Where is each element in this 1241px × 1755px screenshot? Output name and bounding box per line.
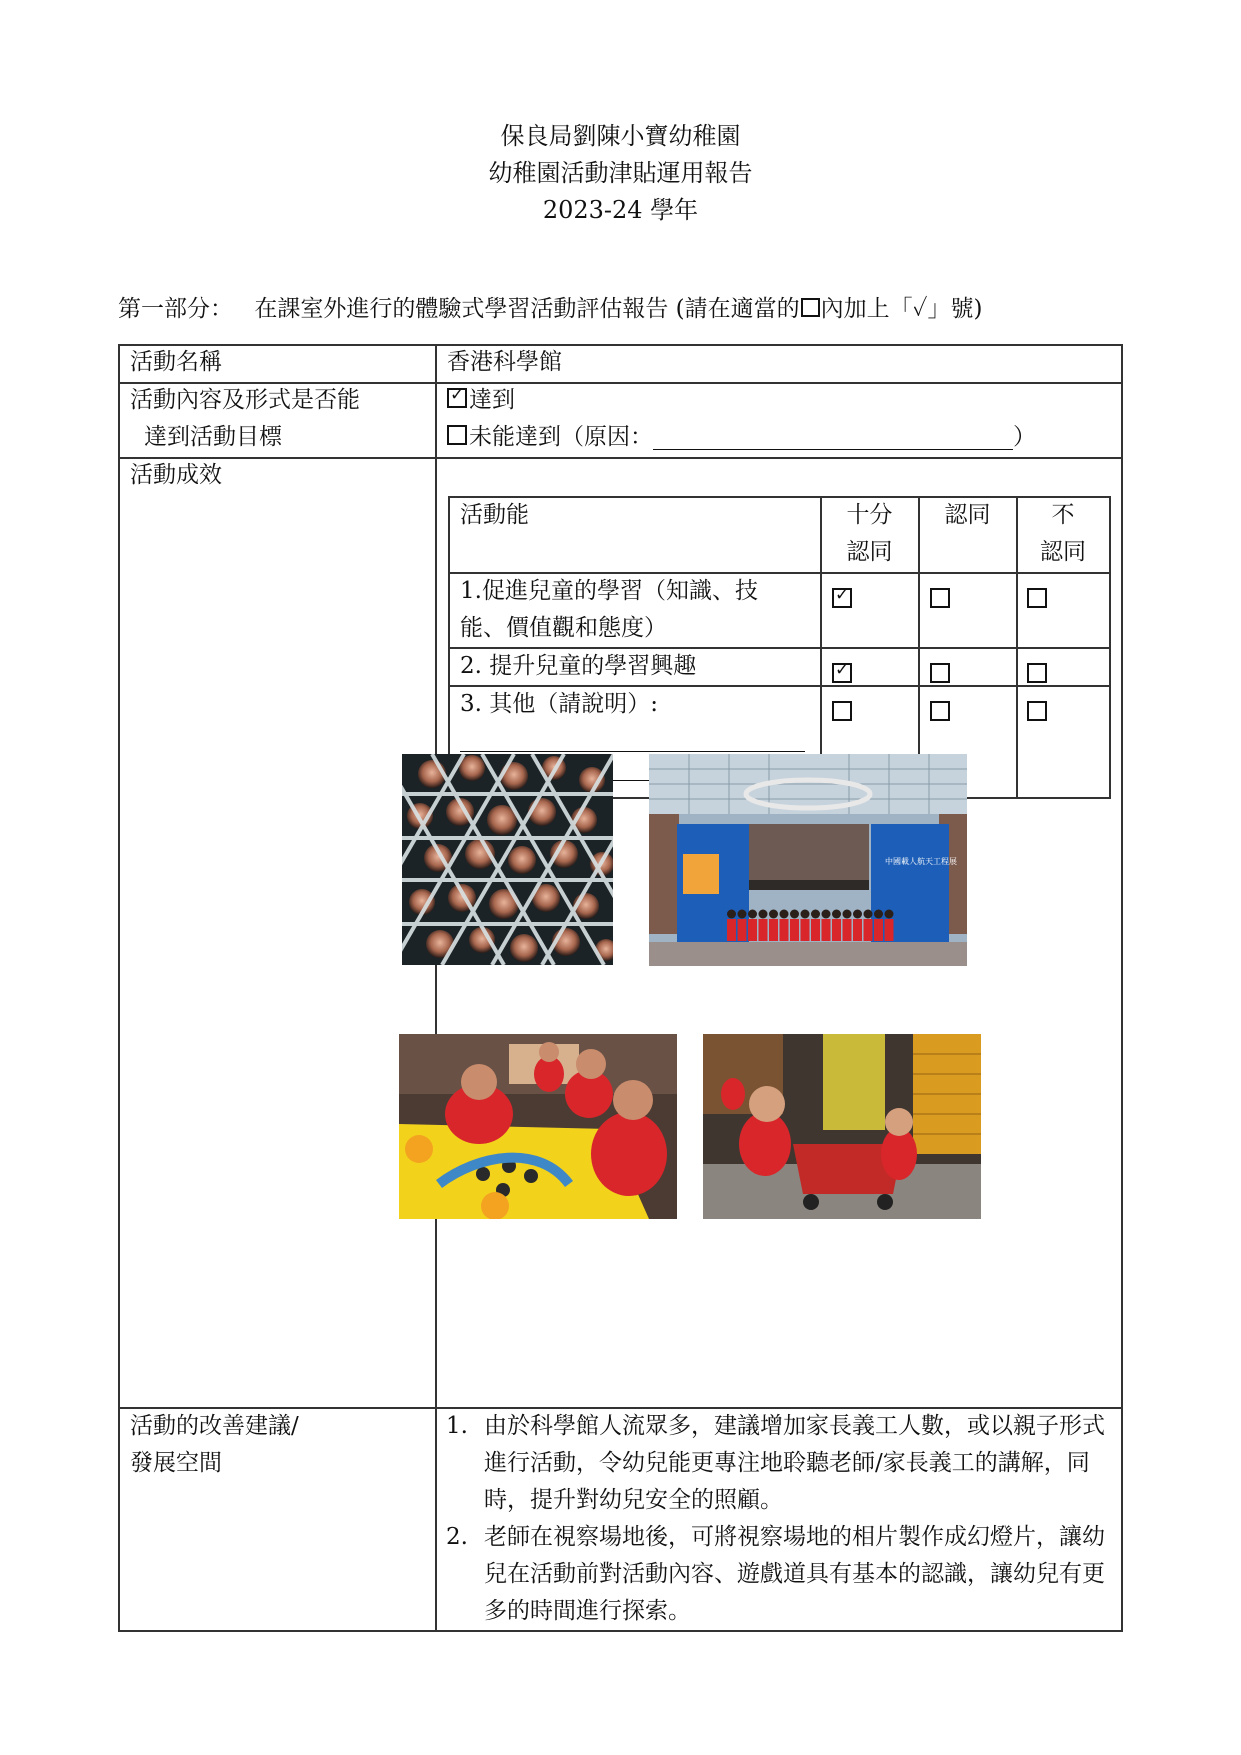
- reason-close: ）: [1013, 424, 1036, 450]
- photo-cart-play: [703, 1034, 981, 1219]
- rating-header-agree: 認同: [944, 502, 991, 528]
- empty-box-icon[interactable]: [930, 588, 950, 608]
- rating-row-3-line1: 3. 其他（請說明）:: [460, 691, 659, 717]
- improvement-text: 老師在視察場地後，可將視察場地的相片製作成幻燈片，讓幼兒在活動前對活動內容、遊戲道具有基本的認識，讓幼兒有更多的時間進行探索。: [484, 1524, 1105, 1624]
- rating-header-strongly-agree: [821, 497, 918, 571]
- improve-label-line2: 發展空間: [130, 1450, 222, 1476]
- improvement-text: 由於科學館人流眾多，建議增加家長義工人數，或以親子形式進行活動，令幼兒能更專注地聆聽老師/家長義工的講解，同時，提升對幼兒安全的照顧。: [484, 1413, 1105, 1513]
- empty-box-icon[interactable]: [930, 663, 950, 683]
- checked-box-icon[interactable]: [832, 588, 852, 608]
- part-label: 第一部分：: [118, 296, 233, 322]
- not-achieved-label: 未能達到（原因：: [469, 424, 653, 450]
- improve-label-line1: 活動的改善建議/: [130, 1413, 299, 1439]
- empty-box-icon[interactable]: [832, 701, 852, 721]
- rating-header-disagree: [1017, 497, 1109, 571]
- strongly-agree-line1: 十分: [846, 502, 893, 528]
- other-blank-1: [460, 723, 805, 752]
- checkbox-symbol-icon: [801, 298, 820, 317]
- checked-box-icon[interactable]: [832, 663, 852, 683]
- rating-row-2: 2. 提升兒童的學習興趣: [460, 653, 697, 679]
- achieved-label: 達到: [469, 387, 515, 413]
- disagree-line1: 不: [1051, 502, 1075, 528]
- empty-box-icon[interactable]: [1027, 663, 1047, 683]
- empty-box-icon[interactable]: [930, 701, 950, 721]
- evaluation-table: [118, 344, 1123, 1631]
- effect-label: 活動成效: [130, 462, 222, 488]
- disagree-line2: 認同: [1040, 539, 1086, 565]
- section-title-text: 在課室外進行的體驗式學習活動評估報告 (請在適當的: [254, 296, 800, 322]
- improvement-number: 2.: [446, 1524, 468, 1550]
- not-achieved-option[interactable]: [447, 419, 1117, 456]
- photo-kaleidoscope: [402, 754, 613, 965]
- rating-row-1-line2: 能、價值觀和態度）: [460, 615, 667, 641]
- photo-museum-entrance: [649, 754, 967, 966]
- photo-yellow-table-play: [399, 1034, 677, 1219]
- checked-box-icon[interactable]: [447, 388, 467, 408]
- objective-label-line1: 活動內容及形式是否能: [130, 387, 360, 413]
- empty-box-icon[interactable]: [1027, 701, 1047, 721]
- improvement-list: [446, 1408, 1114, 1630]
- empty-box-icon[interactable]: [1027, 588, 1047, 608]
- school-name: 保良局劉陳小寶幼稚園: [500, 122, 741, 150]
- improvement-item: [446, 1408, 1114, 1519]
- activity-name-value: 香港科學館: [447, 349, 562, 375]
- section-title-suffix: 內加上「✓」號): [820, 296, 983, 322]
- reason-blank: [653, 421, 1013, 450]
- rating-row-1-line1: 1.促進兒童的學習（知識、技: [460, 578, 758, 604]
- objective-label-line2: 達到活動目標: [144, 424, 282, 450]
- report-title: 幼稚園活動津貼運用報告: [488, 159, 753, 187]
- improvement-item: [446, 1519, 1114, 1630]
- achieved-option[interactable]: [447, 382, 1117, 419]
- objective-label: [130, 382, 360, 456]
- objective-options: [447, 382, 1117, 456]
- strongly-agree-line2: 認同: [846, 539, 893, 565]
- rating-header-item: 活動能: [460, 502, 529, 528]
- document-header: [0, 118, 1241, 229]
- school-year: 2023-24 學年: [542, 196, 699, 224]
- activity-name-label: 活動名稱: [130, 349, 222, 375]
- rating-row-1: [460, 573, 758, 647]
- improve-label: [130, 1408, 299, 1482]
- empty-box-icon[interactable]: [447, 425, 467, 445]
- improvement-number: 1.: [446, 1413, 468, 1439]
- section-title: [118, 290, 982, 323]
- banner-text: 中國載人航天工程展: [885, 857, 957, 866]
